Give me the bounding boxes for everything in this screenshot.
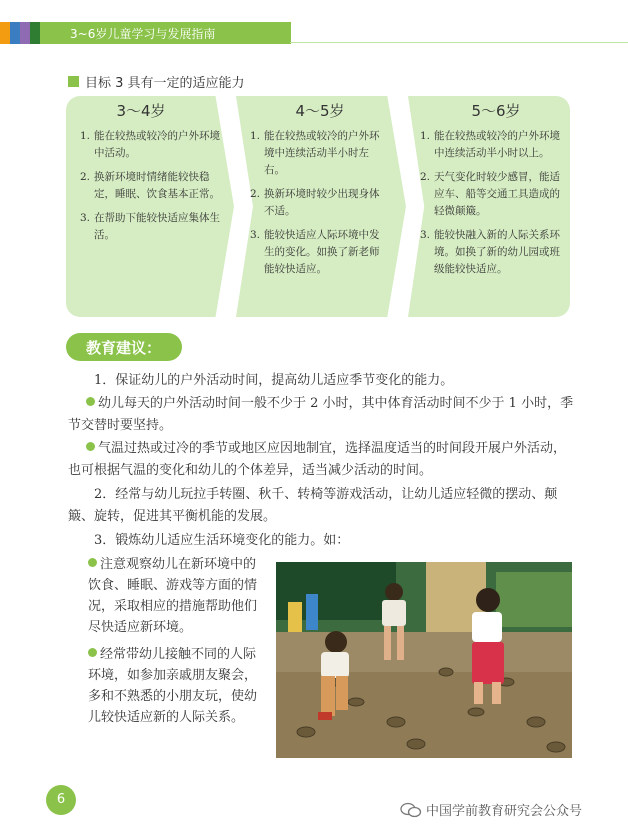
list-item: 2. 换新环境时情绪能较快稳定，睡眠、饮食基本正常。 [80,171,220,200]
page-header [0,22,628,44]
header-rule [290,42,628,43]
swatch-purple [20,22,30,44]
page-number: 6 [46,785,76,815]
wechat-icon [400,802,422,818]
advice-paragraph-2: 2．经常与幼儿玩拉手转圈、秋千、转椅等游戏活动，让幼儿适应轻微的摆动、颠簸、旋转，促进其平衡机能的发展。 [68,487,558,524]
advice-paragraph-3a: 注意观察幼儿在新环境中的饮食、睡眠、游戏等方面的情况，采取相应的措施帮助他们尽快适应新环境。 [88,557,258,635]
advice-paragraph-1a: 幼儿每天的户外活动时间一般不少于 2 小时，其中体育活动时间不少于 1 小时，季节交替时要坚持。 [68,396,574,433]
bullet-dot-icon [86,442,95,451]
goal-heading [68,72,245,91]
list-item: 3. 能较快适应人际环境中发生的变化。如换了新老师能较快适应。 [250,229,380,275]
age-title-5-6: 5～6岁 [471,102,521,120]
watermark [400,800,582,819]
advice-paragraph-3: 3．锻炼幼儿适应生活环境变化的能力。如： [94,533,350,548]
swatch-dark-green [30,22,40,44]
bullet-dot-icon [86,397,95,406]
advice-paragraph-3b: 经常带幼儿接触不同的人际环境，如参加亲戚朋友聚会，多和不熟悉的小朋友玩，使幼儿较快适应新的人际关系。 [88,647,258,725]
list-item: 2. 天气变化时较少感冒，能适应车、船等交通工具造成的轻微颠簸。 [420,171,560,217]
swatch-blue [10,22,20,44]
bullet-dot-icon [88,648,97,657]
advice-paragraph-1: 1．保证幼儿的户外活动时间，提高幼儿适应季节变化的能力。 [94,373,454,388]
age-list-3-4 [80,128,220,251]
children-playing-photo [276,562,572,758]
age-title-4-5: 4～5岁 [295,102,345,120]
goal-title: 目标 3 具有一定的适应能力 [85,76,245,91]
photo-illustration [276,562,572,758]
advice-paragraph-1b: 气温过热或过冷的季节或地区应因地制宜，选择温度适当的时间段开展户外活动，也可根据气温的变化和幼儿的个体差异，适当减少活动的时间。 [68,441,567,478]
list-item: 1. 能在较热或较冷的户外环境中活动。 [80,130,220,159]
swatch-orange [0,22,10,44]
age-list-5-6 [420,128,560,285]
swatch-green [40,22,56,44]
header-color-swatches [0,22,56,44]
bullet-dot-icon [88,558,97,567]
age-title-3-4: 3～4岁 [116,102,166,120]
list-item: 1. 能在较热或较冷的户外环境中连续活动半小时以上。 [420,130,560,159]
square-bullet-icon [68,76,79,87]
watermark-text: 中国学前教育研究会公众号 [426,804,583,819]
advice-heading: 教育建议： [86,339,162,357]
age-list-4-5 [250,128,388,285]
list-item: 3. 在帮助下能较快适应集体生活。 [80,212,220,241]
list-item: 2. 换新环境时较少出现身体不适。 [250,188,380,217]
list-item: 1. 能在较热或较冷的户外环境中连续活动半小时左右。 [250,130,380,176]
list-item: 3. 能较快融入新的人际关系环境。如换了新的幼儿园或班级能较快适应。 [420,229,560,275]
header-title: 3~6岁儿童学习与发展指南 [70,27,216,41]
